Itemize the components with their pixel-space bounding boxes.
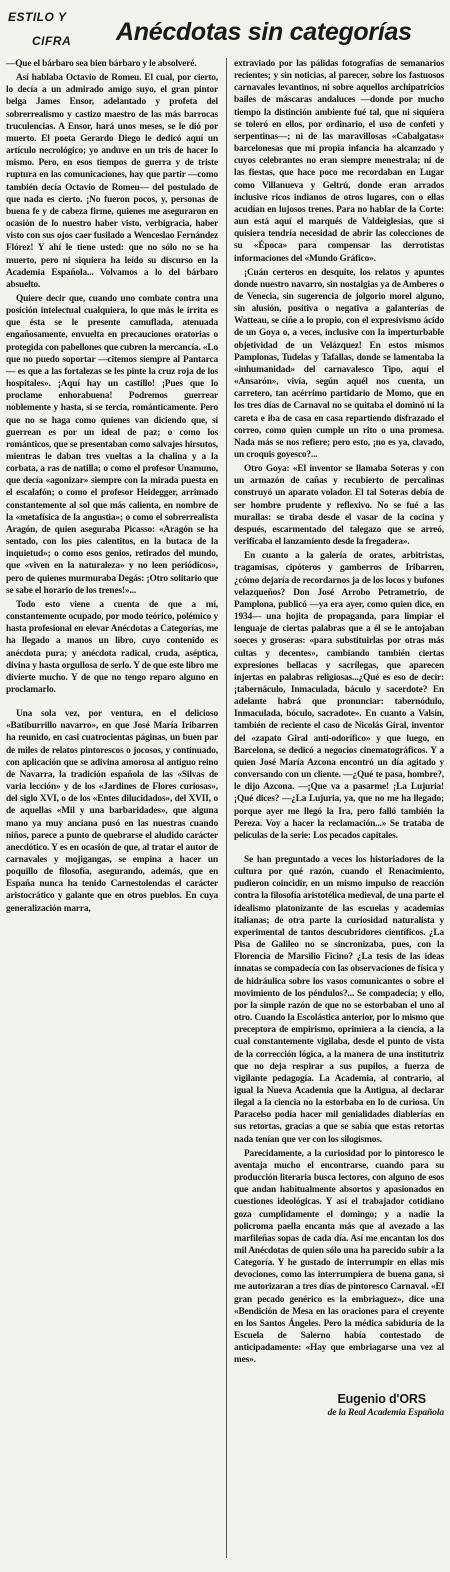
author-affiliation: de la Real Academia Española <box>327 1406 444 1418</box>
paragraph: Se han preguntado a veces los historiadores de la cultura por qué razón, cuando el Renacimiento, pudieron coincidir, en un mismo impulso de reacción contra la filosofía aristotélica medieval, de una parte el idealismo platonizante de las escuelas y academias italianas; de otra parte la curiosidad naturalista y experimental de tantos descubridores científicos. ¿La Pisa de Galileo no se sincronizaba, pues, con la Florencia de Marsilio Ficino? ¿La tesis de las ideas innatas se compadecía con las observaciones de física y de hidráulica sobre los vasos comunicantes o sobre el movimiento de los péndulos?... Se compadecía; y ello, por la simple razón de que no se estorbaban el uno al otro. Cuando la Escolástica anterior, por lo mismo que preceptora de empirismo, oprimiera a la ciencia, a la cual constantemente vigilaba, desde el punto de vista de la corrección lógica, a la manera de una institutriz que no deja respirar a sus pupilos, a fuerza de vigilante pedagogía. La Academia, al contrario, al igual la Nueva Academia que la Antigua, al declarar ilegal a la ciencia no la estorbaba en lo de curiosa. Un Paracelso podía hacer mil genialidades diablerías en sus retortas, gracias a que se sabía que estas retortas nada tenían que ver con los silogismos. <box>234 855 444 1145</box>
right-column <box>234 58 444 1566</box>
paragraph: ¡Cuán certeros en desquite, los relatos y apuntes donde nuestro navarro, sin nostalgias ya de Amberes o de Venecia, sin sugerencia de jolgorio morel alguno, sin alusión, positiva o negativa a galanterías de Watteau, se ciñe a lo propio, con el expresivismo ácido de un Goya o, a veces, inclusive con la imperturbable objetividad de un Velázquez! En estos mismos Pamplonas, Tudelas y Tafallas, donde se lamentaba la «inhumanidad» del carnavalesco Tipo, aquí el «Ansarón», vivía, según aquél nos cuenta, un carretero, tan acérrimo partidario de Momo, que en los tres días de Carnaval no se quitaba el dominó ni la careta e iba de casa en casa repartiendo disfrazado el correo, como quien cumple un rito o una promesa. Nada más se nos refiere; pero esto, ¡no es ya, clavado, un croquis goyesco?... <box>234 267 444 460</box>
paragraph: Otro Goya: «El inventor se llamaba Soteras y con un armazón de cañas y recubierto de percalinas construyó un aparato volador. El tal Soteras debía de ser hombre prudente y reflexivo. No se fué a las murallas: se tiraba desde el vasar de la cocina y después, escarmentado del talegazo que se arreó, verificaba el lanzamiento desde la fregadera». <box>234 464 444 548</box>
section-label-line2: CIFRA <box>32 34 72 48</box>
paragraph: En cuanto a la galería de orates, arbitristas, tragamisas, cipóteros y gamberros de Iribarren, ¿cómo dejaría de recordarnos ja de los locos y bufones velazqueños? Don José Arrobo Petrametrio, de Pamplona, publicó —ya era ayer, como quien dice, en 1934— una hojita de propaganda, para limpiar el lenguaje de ciertas palabras que a él se le antojaban soeces y groseras: «para substituirlas por otras más cultas y decentes», cambiando también ciertas expresiones bellacas y sacrílegas, que aparecen injertas en palabras religiosas...¿Qué es eso de decir: ¡tabernáculo, Inmaculada, báculo y sacerdote? En adelante habrá que pronunciar: tabernódulo, Inmaculada, bóculo, sacradote». En cuanto a Valsín, también de reciente el caso de Nicolás Giral, inventor del «zapato Giral anti-odorífico» y que luego, en Barcelona, se dedicó a negocios cinematográficos. Y a quien José María Azcona encontró un día agitado y conversando con un cliente. —¿Qué te pasa, hombre?, le dijo Azcona. —¡Que va a pasarme! ¡La Lujuria! ¡Qué dices? —¿La Lujuria, ya, que no me ha llegado; porque ayer me llegó la Ira, pero falló también la Pereza. Voy a hacer la reclamación...» Se trataba de películas de la serie: Los pecados capitales. <box>234 551 444 841</box>
author-name: Eugenio d'ORS <box>337 1391 426 1406</box>
column-divider <box>226 58 227 1558</box>
signature-block <box>234 1393 444 1419</box>
paragraph: Quiere decir que, cuando uno combate contra una posición intelectual cualquiera, lo que más le irrita es que ésta se le presente camuflada, atenuada engañosamente, envuelta en precauciones oratorias o protegida con pabellones que cubren la mercancía. «Lo que no puedo soportar —citemos siempre al Pantarca— es que a las fortalezas se les pinte la cruz roja de los hospitales». ¡Aquí hay un castillo! ¡Pues que lo proclame enhorabuena! Podremos guerrear noblemente y hasta, si se tercia, románticamente. Pero que no se haga como quienes van diciendo que, si guerrean es por un ideal de paz; o como los románticos, que se presentaban como salvajes hirsutos, mientras le daban tres vueltas a la chalina y a la corbata, a ras de natilla; o como el profesor Unamuno, que decía «agonizar» siempre con la mirada puesta en el escalafón; o como el profesor Heidegger, arrimado constantemente al sol que más calienta, en nombre de la «metafísica de la angustia»; o como el sobrerrealista Aragón, de quien aseguraba Picasso: «Aragón se ha sentado, con los pies calentitos, en la butaca de la inquietud»; o como esos genios, retirados del mundo, que «viven en la naturaleza» y no leen periódicos», pero de quienes murmuraba Degás: ¡Otro solitario que se sabe el horario de los trenes!»... <box>6 293 218 596</box>
paragraph: Todo esto viene a cuenta de que a mí, constantemente ocupado, por modo teórico, polémico y hasta profesional en elevar Anécdotas a Categorías, me ha llegado a manos un libro, cuyo contenido es anécdota pura; y anécdota radical, cruda, aséptica, divina y hasta orgullosa de serlo. Y de que este libro me divierte mucho. Y de que no tengo reparo alguno en proclamarlo. <box>6 599 218 695</box>
paragraph: —Que el bárbaro sea bien bárbaro y le absolveré. <box>6 59 197 69</box>
article-header <box>4 4 446 60</box>
left-column <box>6 58 218 1566</box>
article-headline: Anécdotas sin categorías <box>116 18 412 46</box>
paragraph: Parecidamente, a la curiosidad por lo pintoresco le aventaja mucho el encontrarse, cuando para su producción literaria busca lectores, con alguno de esos que andan habitualmente absortos y apasionados en cuestiones ideológicas. Y así el trabajador cotidiano goza cumplidamente el domingo; y a nadie la policroma paella encanta más que al avezado a las marfileñas sopas de cada día. Así me encantan los dos mil Anécdotas de quien sólo una ha parecido subir a la Categoría. Y he gustado de interrumpir en ellas mis devociones, como las interrumpiera de buena gana, si me autorizaran a tres días de pintoresco Carnaval. «El gran pecado genérico es la embriaguez», dice una «Bendición de Mesa en las oraciones para el creyente en los Santos Ángeles. Pero la médica sabiduría de la Escuela de Salerno había contestado de anticipadamente: «Hay que embriagarse una vez al mes». <box>234 1148 444 1366</box>
paragraph: Así hablaba Octavio de Romeu. El cual, por cierto, lo decía a un admirado amigo suyo, el gran pintor belga James Ensor, adelantado y profeta del sobrerrealismo y castizo maestro de las más barrocas truculencias. A Ensor, hará unos meses, se le dió por muerto. El poeta Gerardo Diego le dedicó aquí un artículo necrológico; yo anduve en un tris de hacer lo mismo. Pero, en esos tiempos de guerra y de triste ruptura en las comunicaciones, hay que partir —como también decía Octavio de Romeu— del postulado de que nada es cierto. ¡No fueron pocos, y, personas de buena fe y de cabeza firme, quienes me aseguraron en ocasión de lo nuestro haber visto, verbigracia, haber visto con sus ojos caer fusilado a Wenceslao Fernández Flórez! Y ahí le tiene usted: que no sólo no se ha muerto, pero ni siquiera ha leído su discurso en la Academia Española... Volvamos a lo del bárbaro absuelto. <box>6 73 218 290</box>
paragraph: Una sola vez, por ventura, en el delicioso «Batiburrillo navarro», en que José María Iribarren ha reunido, en casi cuatrocientas páginas, un buen par de miles de relatos pintorescos o jocosos, y continuado, con aplicación que se adivina amorosa al antiguo reino de Navarra, la tradición española de las «Silvas de varia lección» y de los «Jardines de Flores curiosas», del siglo XVI, o de los «Entes dilucidados», del XVII, o de aquellas «Mil y una barbaridades», que alguna mano ya muy anciana pusó en las nuestras cuando niños, parece a punto de quebrarse el aludido carácter anecdótico. Y es en ocasión de que, al tratar el autor de carnavales y mojigangas, se empina a hacer un poquillo de filosofía, asegurando, además, que en España nunca ha tenido Carnestolendas el carácter aristocrático y galante que en otros pueblos. En cuya generalización marra, <box>6 709 218 914</box>
paragraph: extraviado por las pálidas fotografías de semanarios recientes; y sin noticias, al parecer, sobre los fastuosos carnavales levantinos, ni sobre aquellos archipatricios bailes de máscaras andaluces —donde por mucho tiempo la distinción ambiente fué tal, que ni siquiera se toleró en ellos, por ordinario, el uso de confeti y serpentinas—; ni de las maravillosas «Cabalgatas» barcelonesas que mi propia infancia ha alcanzado y cuyos celebrantes no eran siempre menestrala; ni de las fiestas, que hace poco me recordaban en Lugar como Villanueva y Geltrú, donde eran arrados inclusive ricos indianos de otros lugares, con o ellas acudían en lujosos trenes. Para no hablar de la Corte: aun está aquí el marqués de Valdeiglesias, que si quisiera tendría necesidad de abrir las colecciones de su «Época» para compensar las derrotistas informaciones del «Mundo Gráfico». <box>234 59 444 264</box>
section-label-line1: ESTILO Y <box>8 10 67 24</box>
